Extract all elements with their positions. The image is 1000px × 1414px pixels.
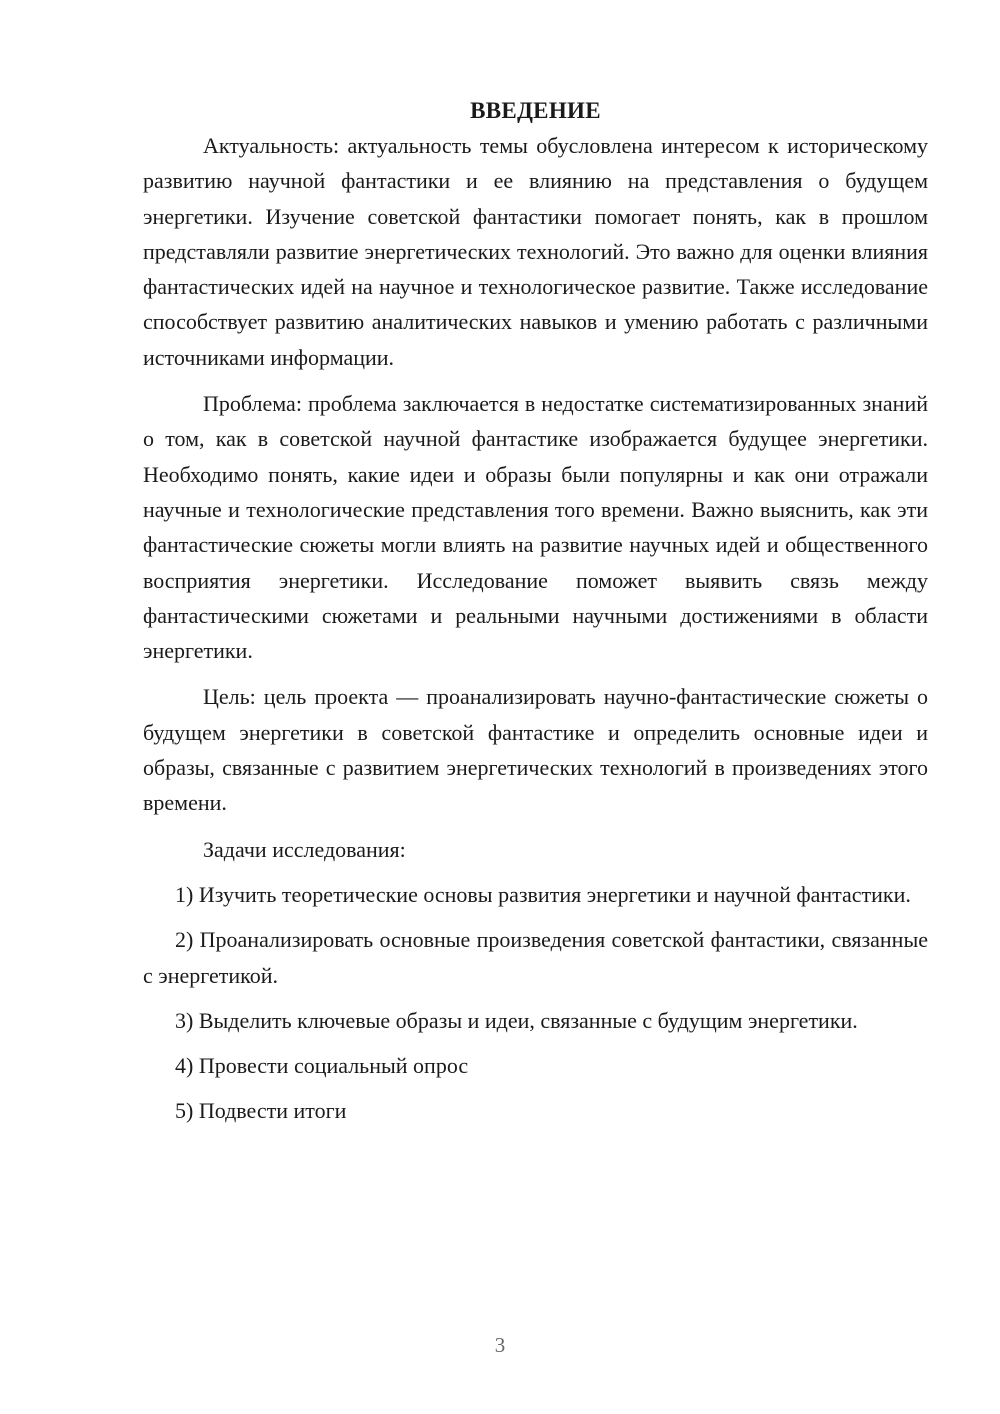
task-item-1: 1) Изучить теоретические основы развития энергетики и научной фантастики. — [175, 881, 911, 907]
problem-paragraph: Проблема: проблема заключается в недостатке систематизированных знаний о том, как в советской научной фантастике изображается будущее энергетики. Необходимо понять, какие идеи и образы были популярны и как они отражали научные и технологические представления того времени. Важно выяснить, как эти фантастические сюжеты могли влиять на развитие научных идей и общественного восприятия энергетики. Исследование поможет выявить связь между фантастическими сюжетами и реальными научными достижениями в области энергетики. — [143, 391, 928, 664]
relevance-paragraph: Актуальность: актуальность темы обусловлена интересом к историческому развитию научной фантастики и ее влиянию на представления о будущем энергетики. Изучение советской фантастики помогает понять, как в прошлом представляли развитие энергетических технологий. Это важно для оценки влияния фантастических идей на научное и технологическое развитие. Также исследование способствует развитию аналитических навыков и умению работать с различными источниками информации. — [143, 133, 928, 370]
task-item-5: 5) Подвести итоги — [175, 1098, 347, 1124]
task-item-3: 3) Выделить ключевые образы и идеи, связанные с будущим энергетики. — [175, 1007, 858, 1033]
page-number: 3 — [494, 1333, 506, 1357]
task-item-2: 2) Проанализировать основные произведения советской фантастики, связанные с энергетикой. — [143, 927, 928, 988]
goal-paragraph: Цель: цель проекта — проанализировать научно-фантастические сюжеты о будущем энергетики в советской фантастике и определить основные идеи и образы, связанные с развитием энергетических технологий в произведениях этого времени. — [143, 684, 928, 816]
document-page — [143, 93, 928, 1129]
task-item-4: 4) Провести социальный опрос — [175, 1053, 469, 1079]
page-title: ВВЕДЕНИЕ — [470, 98, 601, 123]
tasks-heading: Задачи исследования: — [203, 836, 406, 862]
